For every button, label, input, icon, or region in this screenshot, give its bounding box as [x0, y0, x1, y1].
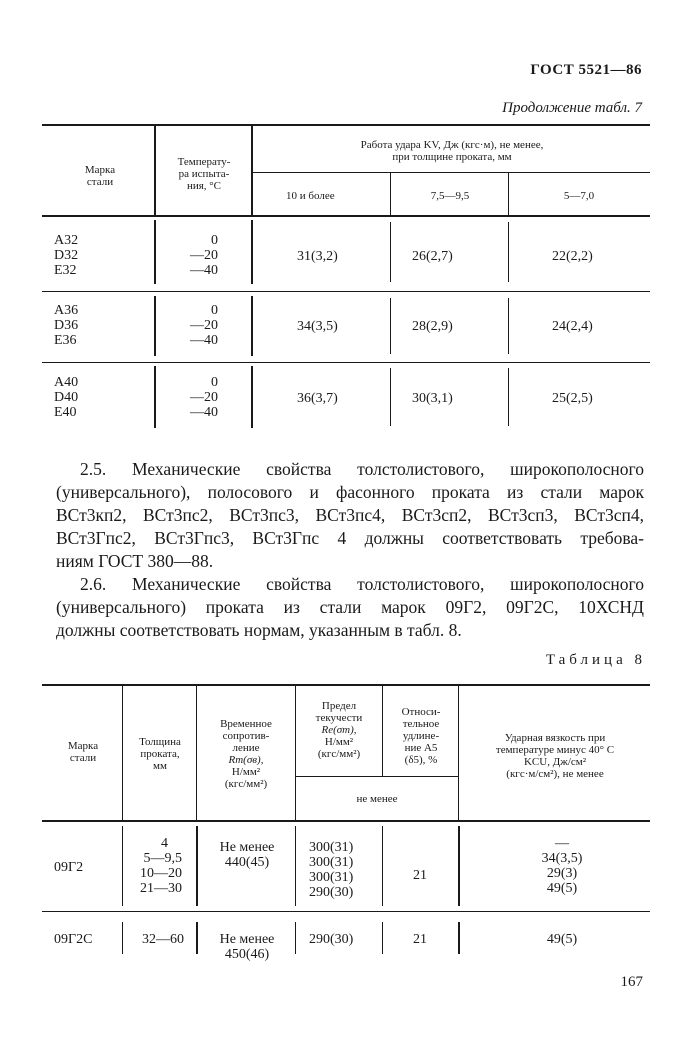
- table-row-elongation: 21: [413, 932, 427, 947]
- table-7-header-bottom-rule: [42, 215, 650, 217]
- header-impact-strength: Ударная вязкость при температуре минус 40° С KCU, Дж/см² (кгс·м/см²), не менее: [495, 732, 615, 780]
- header-grade: Марка стали: [84, 164, 116, 188]
- table-7-col-rule: [251, 220, 253, 284]
- header-grade: Марка стали: [67, 740, 99, 764]
- table-7-col-rule: [390, 222, 391, 282]
- table-8-col-rule: [382, 685, 383, 776]
- table-row-grades: A36 D36 E36: [54, 303, 79, 348]
- table-7-col-rule: [251, 296, 253, 356]
- table-7-col-rule: [154, 220, 156, 284]
- table-row-grades: A32 D32 E32: [54, 233, 79, 278]
- table-cell-value: 36(3,7): [297, 391, 338, 406]
- table-8-col-rule: [196, 826, 198, 906]
- table-7-top-rule: [42, 124, 650, 126]
- table-row-grade: 09Г2С: [54, 932, 93, 947]
- table-cell-value: 24(2,4): [552, 319, 593, 334]
- table-7-col-rule: [508, 368, 509, 426]
- table-row-tensile: Не менее 450(46): [219, 932, 275, 962]
- table-row-impact: 49(5): [546, 932, 578, 947]
- table-7-col-rule: [154, 125, 156, 215]
- table-row-temperatures: 0 —20 —40: [190, 303, 218, 348]
- header-temperature: Температу- ра испыта- ния, °С: [177, 156, 231, 192]
- table-8-col-rule: [122, 826, 123, 906]
- header-tensile-strength: Временное сопротив- ление Rm(σв), Н/мм² (кгс/мм²): [220, 718, 272, 790]
- table-8-col-rule: [382, 922, 383, 954]
- table-7-col-rule: [154, 296, 156, 356]
- table-8-caption: Таблица 8: [545, 652, 646, 668]
- table-cell-value: 22(2,2): [552, 249, 593, 264]
- table-8-col-rule: [122, 922, 123, 954]
- table-8-header-bottom-rule: [42, 820, 650, 822]
- header-thickness-10: 10 и более: [286, 190, 335, 202]
- table-7-col-rule: [251, 125, 253, 215]
- table-7-row-rule: [42, 362, 650, 363]
- paragraph-2-6: 2.6. Механические свойства толстолистового, широкополосного (универсального) проката из стали марок 09Г2, 09Г2С, 10ХСНД должны соответствовать нормам, указанным в табл. 8.: [56, 574, 644, 640]
- table-8-col-rule: [458, 922, 460, 954]
- table-8-col-rule: [458, 685, 459, 820]
- table-8-row-rule: [42, 911, 650, 912]
- table-8-col-rule: [196, 685, 197, 820]
- header-not-less: не менее: [356, 793, 398, 805]
- paragraph-2-5: 2.5. Механические свойства толстолистового, широкополосного (универсального), полосового и фасонного проката из стали марок ВСт3кп2, ВСт3пс2, ВСт3пс3, ВСт3пс4, ВСт3сп2, ВСт3сп3, ВСт3сп4, ВСт3Гпс2, ВСт3Гпс3, ВСт3Гпс 4 должны соответствовать требова- ниям ГОСТ 380—88.: [56, 459, 644, 571]
- table-7-col-rule: [508, 298, 509, 354]
- table-8-col-rule: [196, 922, 198, 954]
- table-cell-value: 26(2,7): [412, 249, 453, 264]
- table-row-elongation: 21: [413, 868, 427, 883]
- table-7-col-rule: [251, 366, 253, 428]
- table-7-col-rule: [390, 173, 391, 215]
- table-row-impact: — 34(3,5) 29(3) 49(5): [541, 836, 583, 896]
- table-row-thickness: 32—60: [142, 932, 184, 947]
- table-row-thickness: 4 5—9,5 10—20 21—30: [140, 836, 182, 896]
- table-7-row-rule: [42, 291, 650, 292]
- table-row-yield: 300(31) 300(31) 300(31) 290(30): [309, 840, 354, 900]
- table-8-col-rule: [295, 685, 296, 820]
- table-row-grade: 09Г2: [54, 860, 84, 875]
- table-cell-value: 25(2,5): [552, 391, 593, 406]
- table-continuation-label: Продолжение табл. 7: [502, 100, 642, 116]
- table-7-col-rule: [390, 368, 391, 426]
- table-cell-value: 28(2,9): [412, 319, 453, 334]
- header-impact-work: Работа удара KV, Дж (кгс·м), не менее, при толщине проката, мм: [360, 139, 544, 163]
- header-thickness-5: 5—7,0: [563, 190, 595, 202]
- table-7-col-rule: [508, 222, 509, 282]
- table-8-col-rule: [458, 826, 460, 906]
- table-8-col-rule: [382, 826, 383, 906]
- table-row-temperatures: 0 —20 —40: [190, 233, 218, 278]
- table-cell-value: 30(3,1): [412, 391, 453, 406]
- table-row-temperatures: 0 —20 —40: [190, 375, 218, 420]
- table-7-subheader-rule: [252, 172, 650, 173]
- table-7-col-rule: [390, 298, 391, 354]
- document-code: ГОСТ 5521—86: [530, 62, 642, 78]
- table-row-yield: 290(30): [309, 932, 354, 947]
- table-row-grades: A40 D40 E40: [54, 375, 79, 420]
- table-cell-value: 31(3,2): [297, 249, 338, 264]
- table-7-col-rule: [508, 173, 509, 215]
- header-thickness-7-5: 7,5—9,5: [430, 190, 470, 202]
- table-8-col-rule: [295, 922, 296, 954]
- table-8-subheader-rule: [296, 776, 458, 777]
- table-8-top-rule: [42, 684, 650, 686]
- header-thickness: Толщина проката, мм: [139, 736, 181, 772]
- table-8-col-rule: [122, 685, 123, 820]
- table-row-tensile: Не менее 440(45): [219, 840, 275, 870]
- table-8-col-rule: [295, 826, 296, 906]
- header-yield-strength: Предел текучести Re(σт), Н/мм² (кгс/мм²): [315, 700, 363, 760]
- table-cell-value: 34(3,5): [297, 319, 338, 334]
- page-number: 167: [620, 974, 643, 990]
- header-elongation: Относи- тельное удлине- ние A5 (δ5), %: [401, 706, 441, 766]
- table-7-col-rule: [154, 366, 156, 428]
